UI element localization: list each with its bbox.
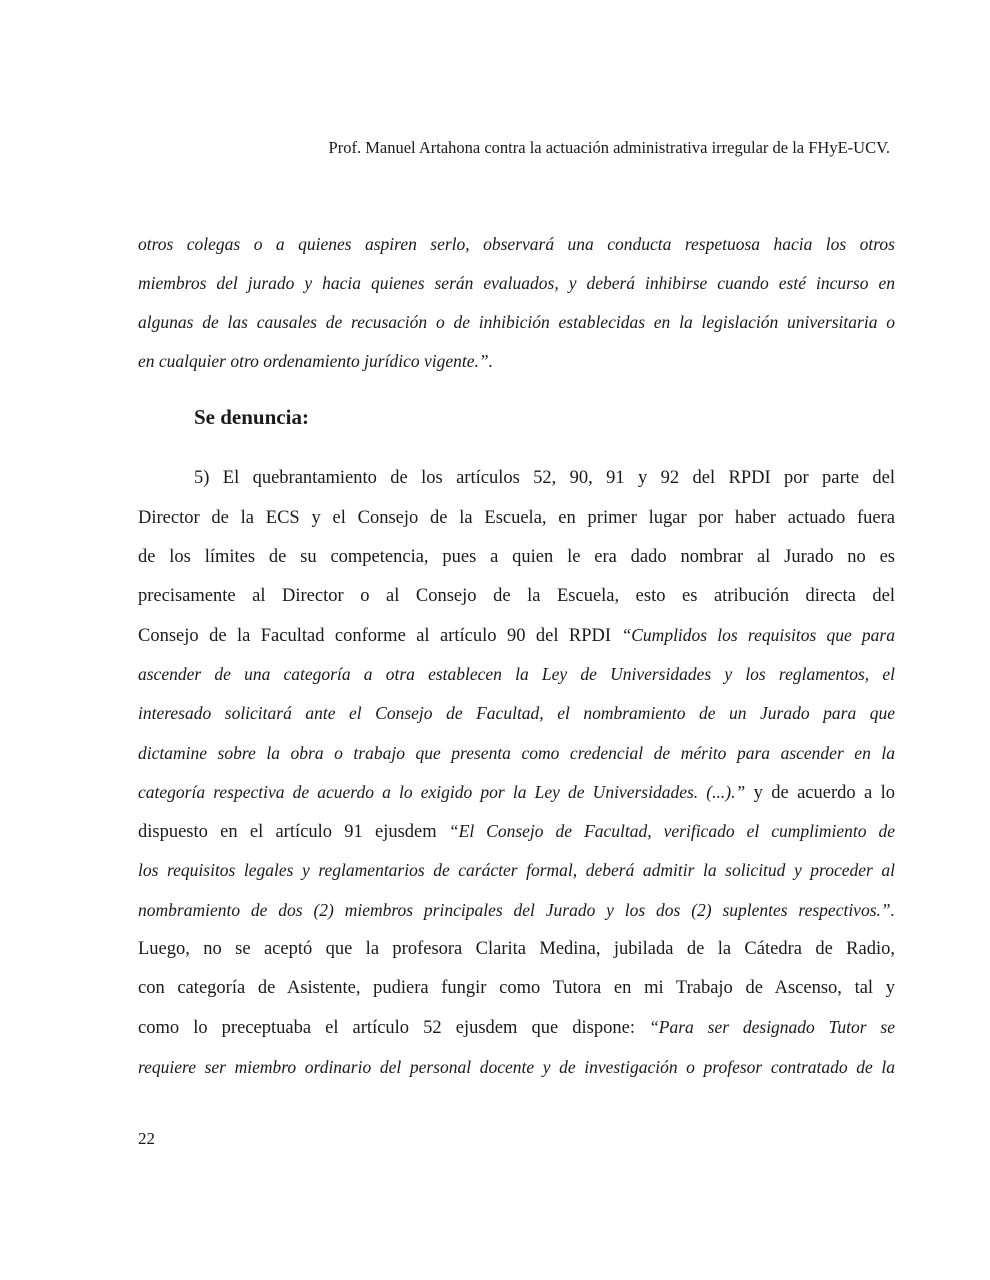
body-line (138, 622, 895, 648)
quote-text: “El Consejo de Facultad, verificado el cumplimiento de (448, 821, 895, 841)
body-text: dispuesto en el artículo 91 ejusdem (138, 822, 449, 842)
quote-line: nombramiento de dos (2) miembros principales del Jurado y los dos (2) suplentes respectivos.”. (138, 900, 895, 920)
quote-text: categoría respectiva de acuerdo a lo exigido por la Ley de Universidades. (...).” (138, 782, 746, 802)
quote-line: ascender de una categoría a otra establecen la Ley de Universidades y los reglamentos, el (138, 664, 895, 684)
quote-line: algunas de las causales de recusación o de inhibición establecidas en la legislación universitaria o (138, 312, 895, 332)
body-text: como lo preceptuaba el artículo 52 ejusdem que dispone: (138, 1018, 650, 1038)
body-line: Luego, no se aceptó que la profesora Clarita Medina, jubilada de la Cátedra de Radio, (138, 939, 895, 959)
body-line: Director de la ECS y el Consejo de la Escuela, en primer lugar por haber actuado fuera (138, 508, 895, 528)
page-number: 22 (138, 1129, 155, 1148)
body-line: 5) El quebrantamiento de los artículos 52, 90, 91 y 92 del RPDI por parte del (194, 468, 895, 488)
quote-line: dictamine sobre la obra o trabajo que presenta como credencial de mérito para ascender en la (138, 743, 895, 763)
body-text: Consejo de la Facultad conforme al artículo 90 del RPDI (138, 626, 622, 646)
quote-line: miembros del jurado y hacia quienes serán evaluados, y deberá inhibirse cuando esté incurso en (138, 273, 895, 293)
body-line: precisamente al Director o al Consejo de la Escuela, esto es atribución directa del (138, 586, 895, 606)
quote-line: en cualquier otro ordenamiento jurídico vigente.”. (138, 351, 493, 371)
body-line (138, 1014, 895, 1040)
quote-text: “Para ser designado Tutor se (649, 1017, 895, 1037)
running-header: Prof. Manuel Artahona contra la actuación administrativa irregular de la FHyE-UCV. (328, 138, 890, 157)
quote-text: “Cumplidos los requisitos que para (621, 625, 895, 645)
quote-line: otros colegas o a quienes aspiren serlo, observará una conducta respetuosa hacia los otros (138, 234, 895, 254)
section-heading: Se denuncia: (194, 405, 309, 429)
quote-line: los requisitos legales y reglamentarios de carácter formal, deberá admitir la solicitud y proceder al (138, 860, 895, 880)
body-line (138, 818, 895, 844)
quote-line: requiere ser miembro ordinario del personal docente y de investigación o profesor contratado de la (138, 1057, 895, 1077)
quote-line: interesado solicitará ante el Consejo de Facultad, el nombramiento de un Jurado para que (138, 703, 895, 723)
body-line: de los límites de su competencia, pues a quien le era dado nombrar al Jurado no es (138, 547, 895, 567)
body-line (138, 779, 895, 805)
body-text: y de acuerdo a lo (745, 783, 895, 803)
body-line: con categoría de Asistente, pudiera fungir como Tutora en mi Trabajo de Ascenso, tal y (138, 978, 895, 998)
